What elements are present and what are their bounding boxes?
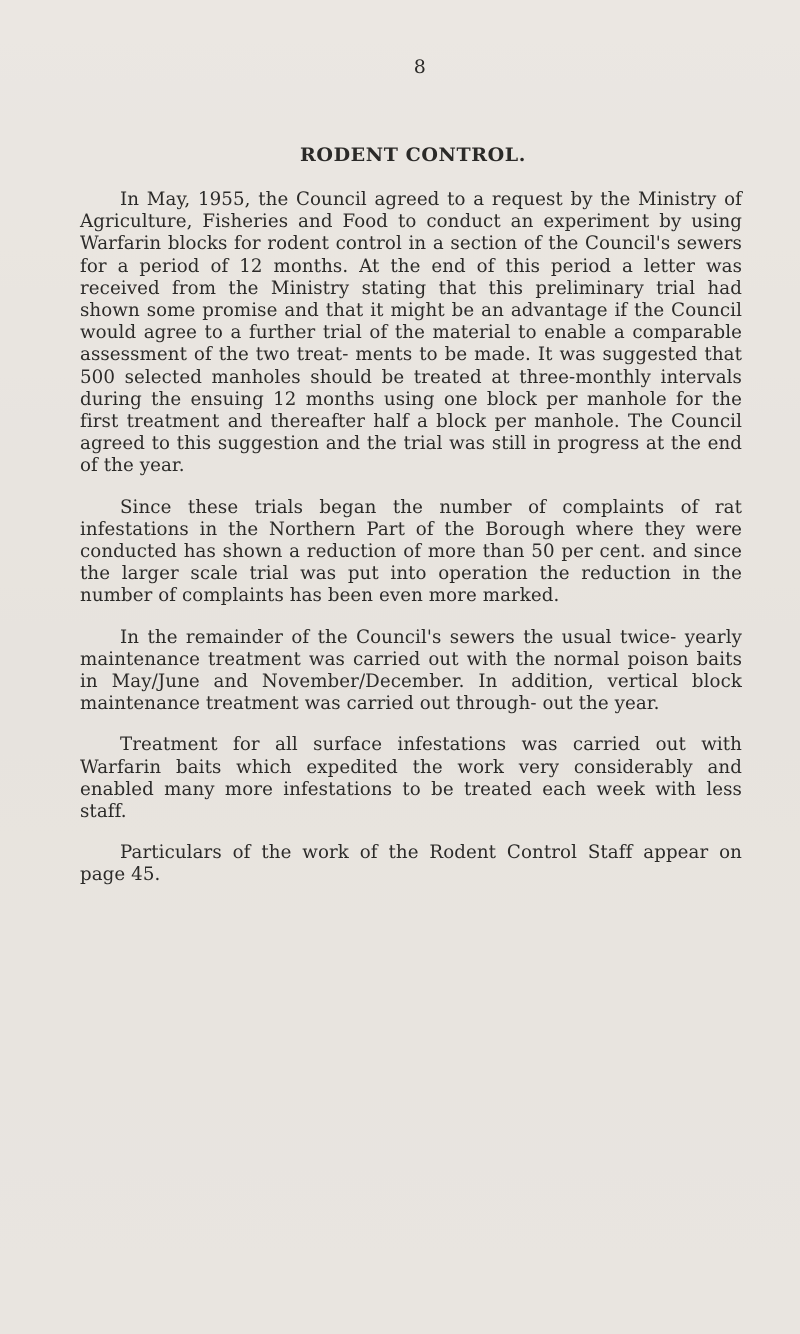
paragraph-4: Treatment for all surface infestations was carried out with Warfarin baits which expedited the work very considerably and enabled many more infestations to be treated each week with less staff. <box>80 734 742 823</box>
paragraph-2: Since these trials began the number of complaints of rat infestations in the Northern Part of the Borough where they were conducted has shown a reduction of more than 50 per cent. and since the larger scale trial was put into operation the reduction in the number of complaints has been even more marked. <box>80 496 742 607</box>
body-text <box>80 189 742 906</box>
section-heading: RODENT CONTROL. <box>300 144 526 166</box>
page-number: 8 <box>413 56 427 78</box>
paragraph-5: Particulars of the work of the Rodent Control Staff appear on page 45. <box>80 842 742 886</box>
paragraph-3: In the remainder of the Council's sewers the usual twice- yearly maintenance treatment was carried out with the normal poison baits in May/June and November/December. In addition, vertical block maintenance treatment was carried out through- out the year. <box>80 626 742 715</box>
paragraph-1: In May, 1955, the Council agreed to a request by the Ministry of Agriculture, Fisheries and Food to conduct an experiment by using Warfarin blocks for rodent control in a section of the Council's sewers for a period of 12 months. At the end of this period a letter was received from the Ministry stating that this preliminary trial had shown some promise and that it might be an advantage if the Council would agree to a further trial of the material to enable a comparable assessment of the two treat- ments to be made. It was suggested that 500 selected manholes should be treated at three-monthly intervals during the ensuing 12 months using one block per manhole for the first treatment and thereafter half a block per manhole. The Council agreed to this suggestion and the trial was still in progress at the end of the year. <box>80 189 742 477</box>
